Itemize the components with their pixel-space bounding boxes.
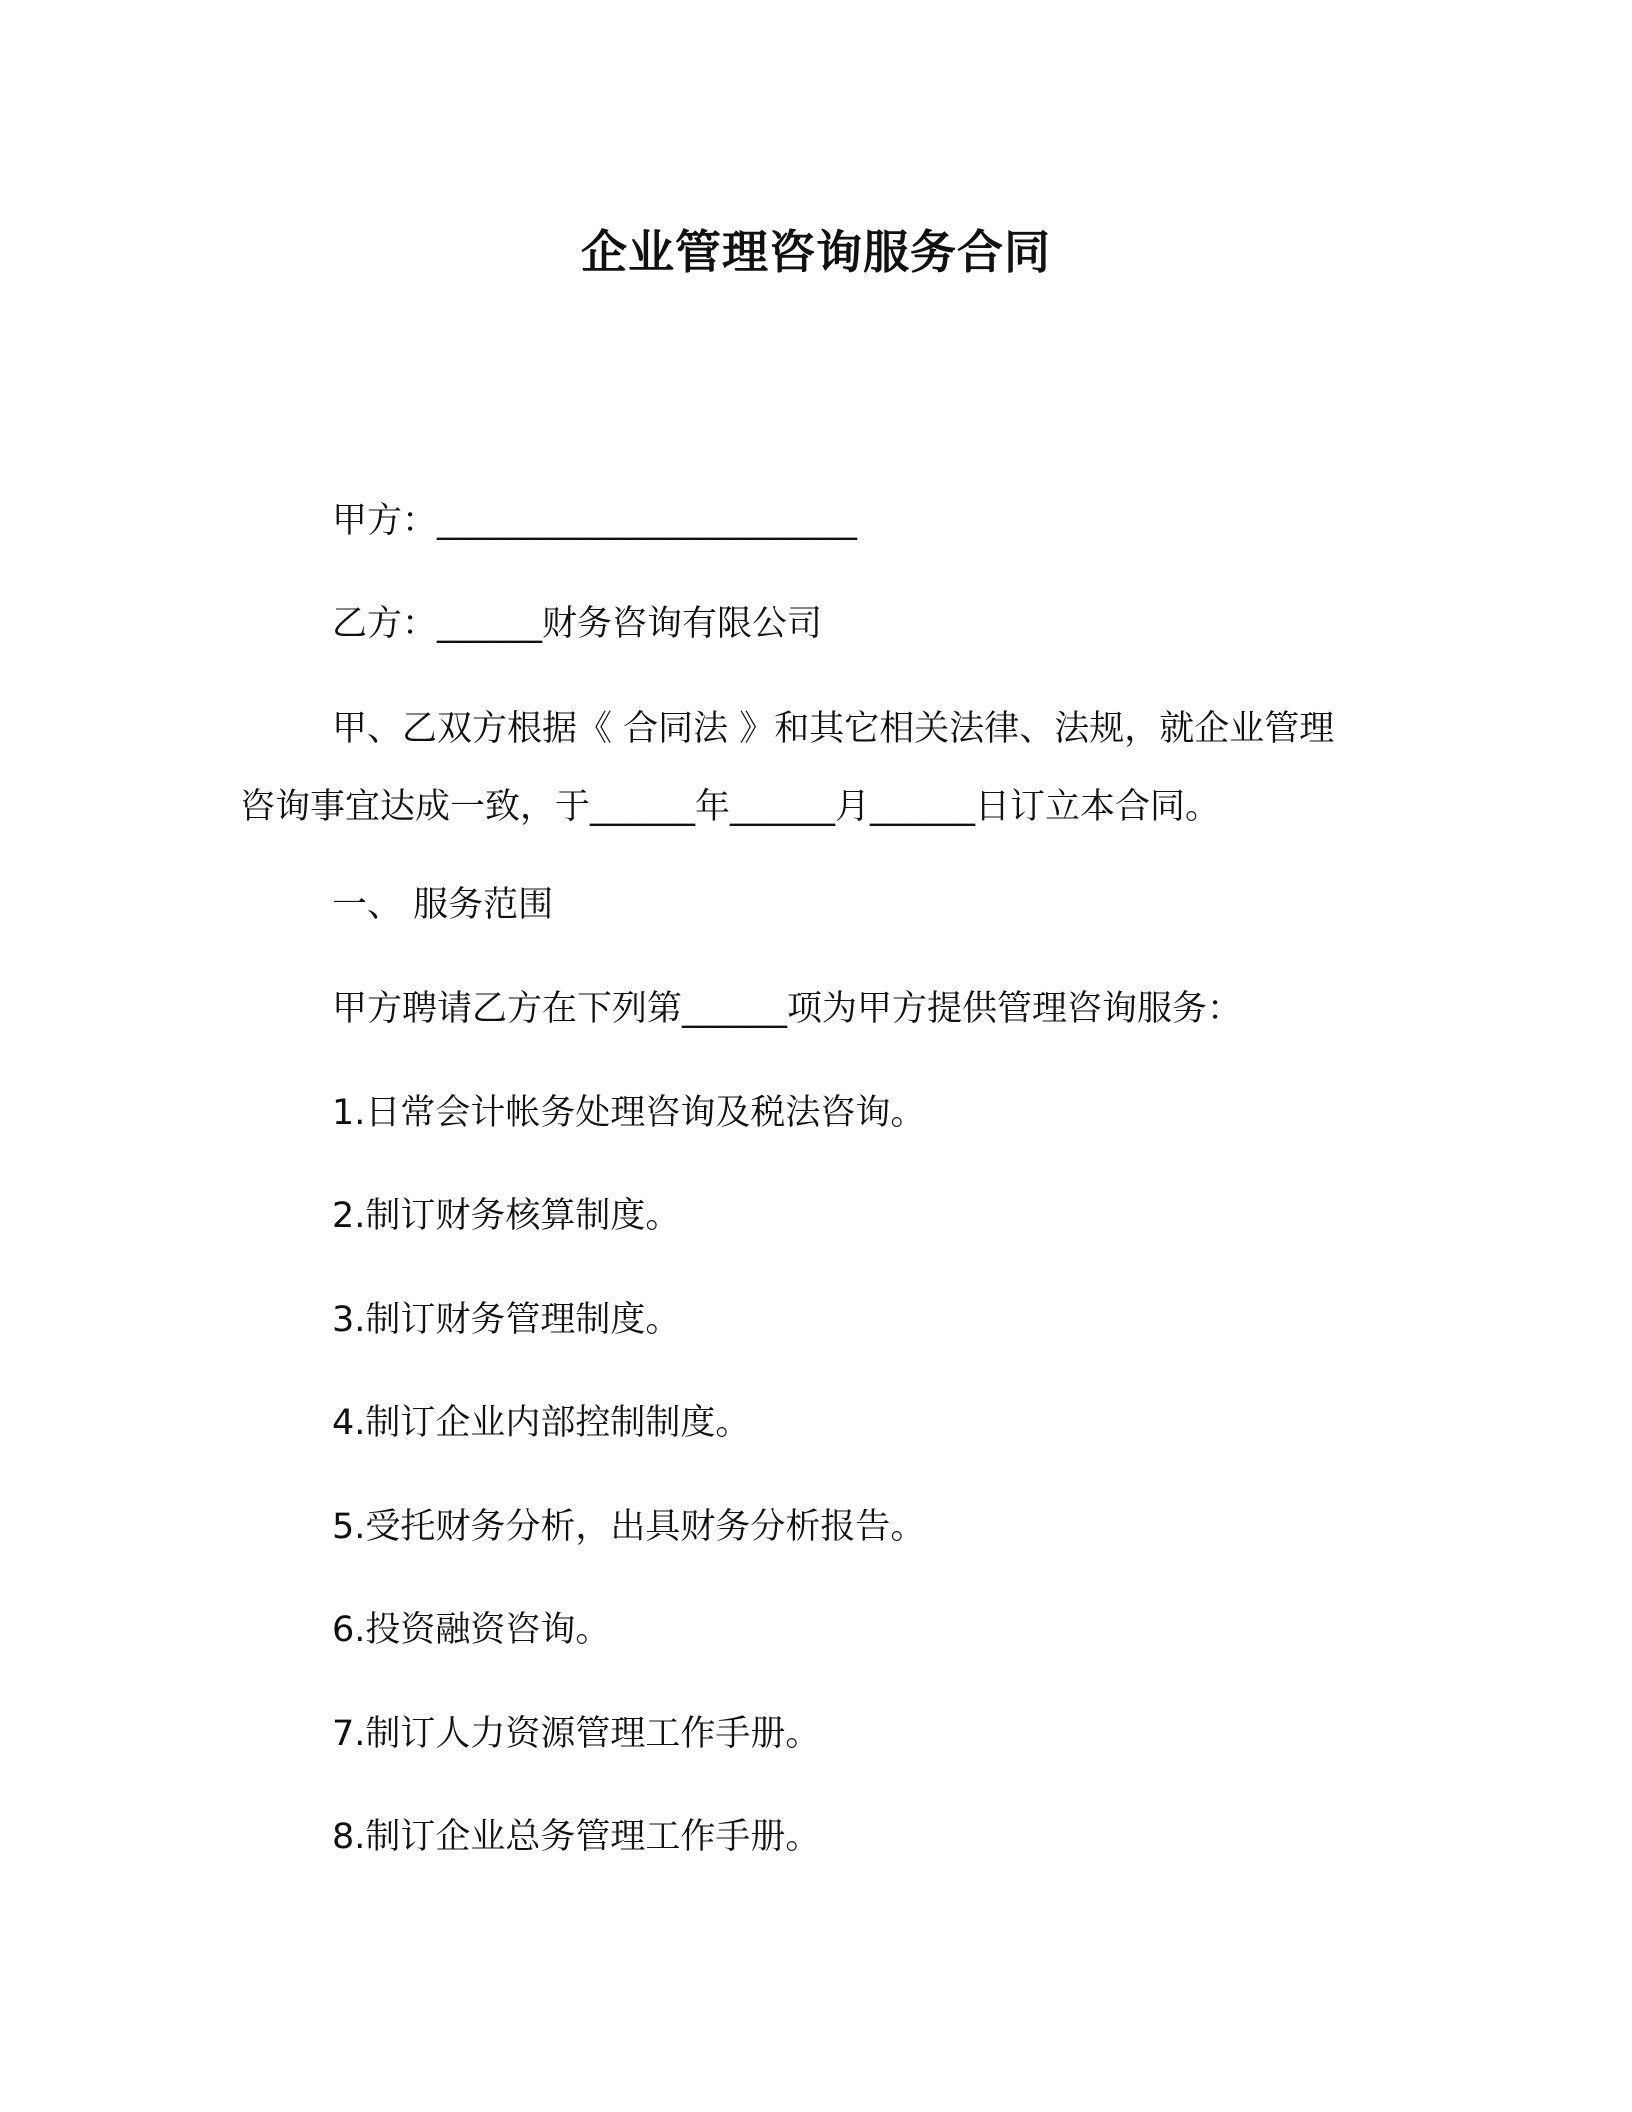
list-item: 7.制订人力资源管理工作手册。 [332, 1714, 821, 1754]
party-a-line: 甲方：________________________ [332, 501, 858, 541]
section-1-intro: 甲方聘请乙方在下列第______项为甲方提供管理咨询服务： [332, 989, 1243, 1029]
party-b-line: 乙方：______财务咨询有限公司 [332, 604, 823, 644]
section-1-heading: 一、 服务范围 [332, 885, 554, 925]
list-item: 2.制订财务核算制度。 [332, 1196, 681, 1236]
list-item: 4.制订企业内部控制制度。 [332, 1403, 751, 1443]
list-item: 8.制订企业总务管理工作手册。 [332, 1817, 821, 1857]
list-item: 3.制订财务管理制度。 [332, 1300, 681, 1340]
list-item: 1.日常会计帐务处理咨询及税法咨询。 [332, 1093, 926, 1133]
list-item: 5.受托财务分析，出具财务分析报告。 [332, 1507, 926, 1547]
document-title: 企业管理咨询服务合同 [581, 225, 1051, 279]
preamble-paragraph: 甲、乙双方根据《 合同法 》和其它相关法律、法规，就企业管理咨询事宜达成一致，于______年______月______日订立本合同。 [240, 709, 1335, 827]
list-item: 6.投资融资咨询。 [332, 1610, 611, 1650]
